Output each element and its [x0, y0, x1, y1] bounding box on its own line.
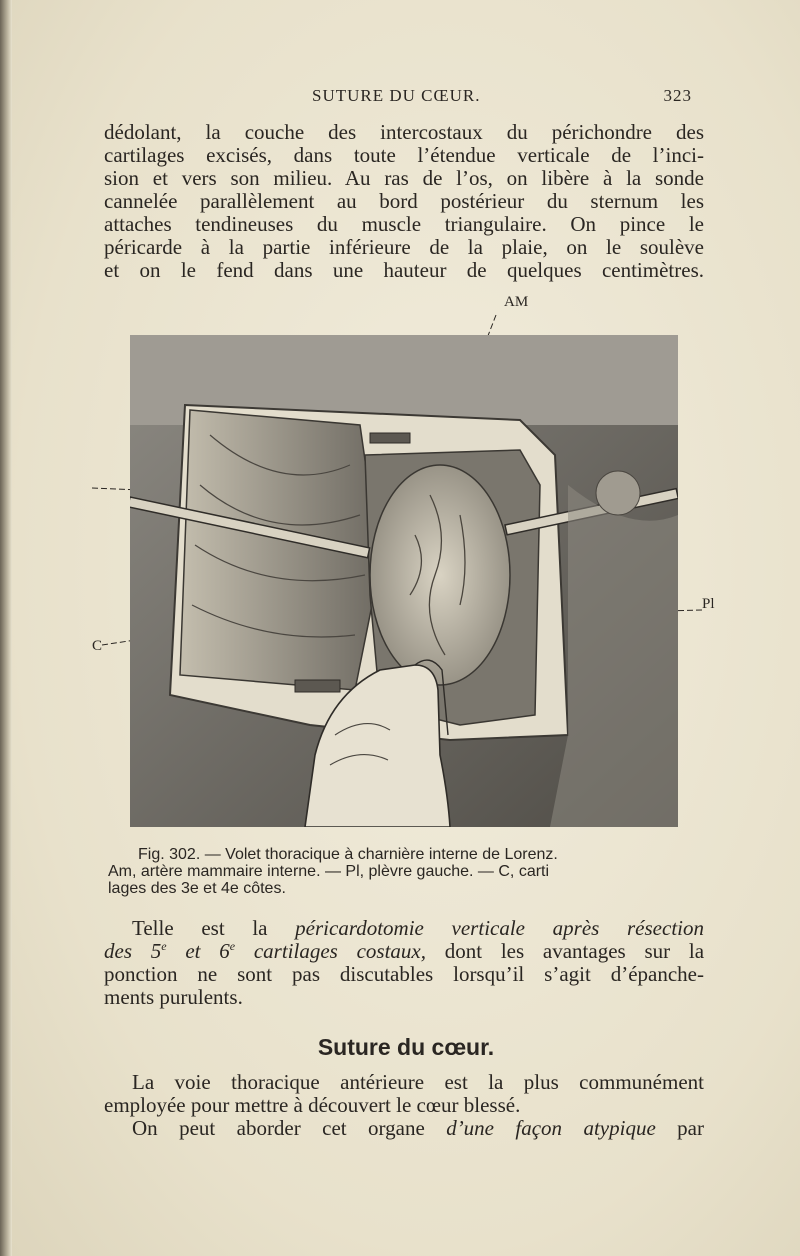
figure-caption — [108, 846, 700, 897]
book-binding-shadow — [0, 0, 12, 1256]
text-run: des 5 — [104, 939, 162, 963]
paragraph-1 — [104, 121, 704, 282]
paragraph-2 — [104, 917, 704, 1009]
figure-label-pl: Pl — [702, 596, 715, 612]
caption-line: lages des 3e et 4e côtes. — [108, 880, 286, 897]
running-title: SUTURE DU CŒUR. — [312, 86, 481, 105]
text-run: cartilages costaux, — [235, 939, 426, 963]
page-number: 323 — [663, 86, 692, 105]
surgical-illustration — [130, 335, 678, 827]
text-run: dont les avantages sur la — [425, 939, 705, 963]
superscript: e — [161, 939, 167, 953]
section-title: Suture du cœur. — [317, 1034, 495, 1060]
italic-term — [104, 939, 426, 963]
text-line: dédolant, la couche des intercostaux du périchondre des — [104, 120, 704, 144]
text-run: et 6 — [166, 939, 230, 963]
caption-line: Am, artère mammaire interne. — Pl, plèvre gauche. — C, carti — [108, 863, 550, 880]
text-line: et on le fend dans une hauteur de quelques centimètres. — [104, 258, 704, 282]
text-run: par — [655, 1116, 704, 1140]
superscript: e — [229, 939, 236, 953]
text-line — [104, 940, 704, 963]
text-line: La voie thoracique antérieure est la plus communément — [132, 1070, 704, 1094]
text-line: sion et vers son milieu. Au ras de l’os, on libère à la sonde — [104, 166, 704, 190]
text-line: cannelée parallèlement au bord postérieur du sternum les — [104, 189, 704, 213]
text-line: cartilages excisés, dans toute l’étendue verticale de l’inci- — [104, 143, 704, 167]
caption-line: Fig. 302. — Volet thoracique à charnière interne de Lorenz. — [138, 846, 558, 863]
text-line — [104, 917, 704, 940]
figure-label-am: AM — [504, 294, 529, 310]
paragraph-3 — [104, 1071, 704, 1140]
text-line: péricarde à la partie inférieure de la plaie, on le soulève — [104, 235, 704, 259]
thoracic-flap-engraving — [130, 335, 678, 827]
text-line: ponction ne sont pas discutables lorsqu’il s’agit d’épanche- — [104, 962, 704, 986]
text-line: employée pour mettre à découvert le cœur blessé. — [104, 1093, 521, 1117]
text-line — [104, 1117, 704, 1140]
figure-label-c: C — [92, 638, 103, 654]
text-line: attaches tendineuses du muscle triangulaire. On pince le — [104, 212, 704, 236]
book-page — [12, 0, 800, 1256]
text-line: ments purulents. — [104, 985, 243, 1009]
text-run: Telle est la — [132, 916, 296, 940]
text-run: On peut aborder cet organe — [132, 1116, 447, 1140]
italic-term: péricardotomie verticale après résection — [295, 916, 704, 940]
italic-term: d’une façon atypique — [446, 1116, 656, 1140]
